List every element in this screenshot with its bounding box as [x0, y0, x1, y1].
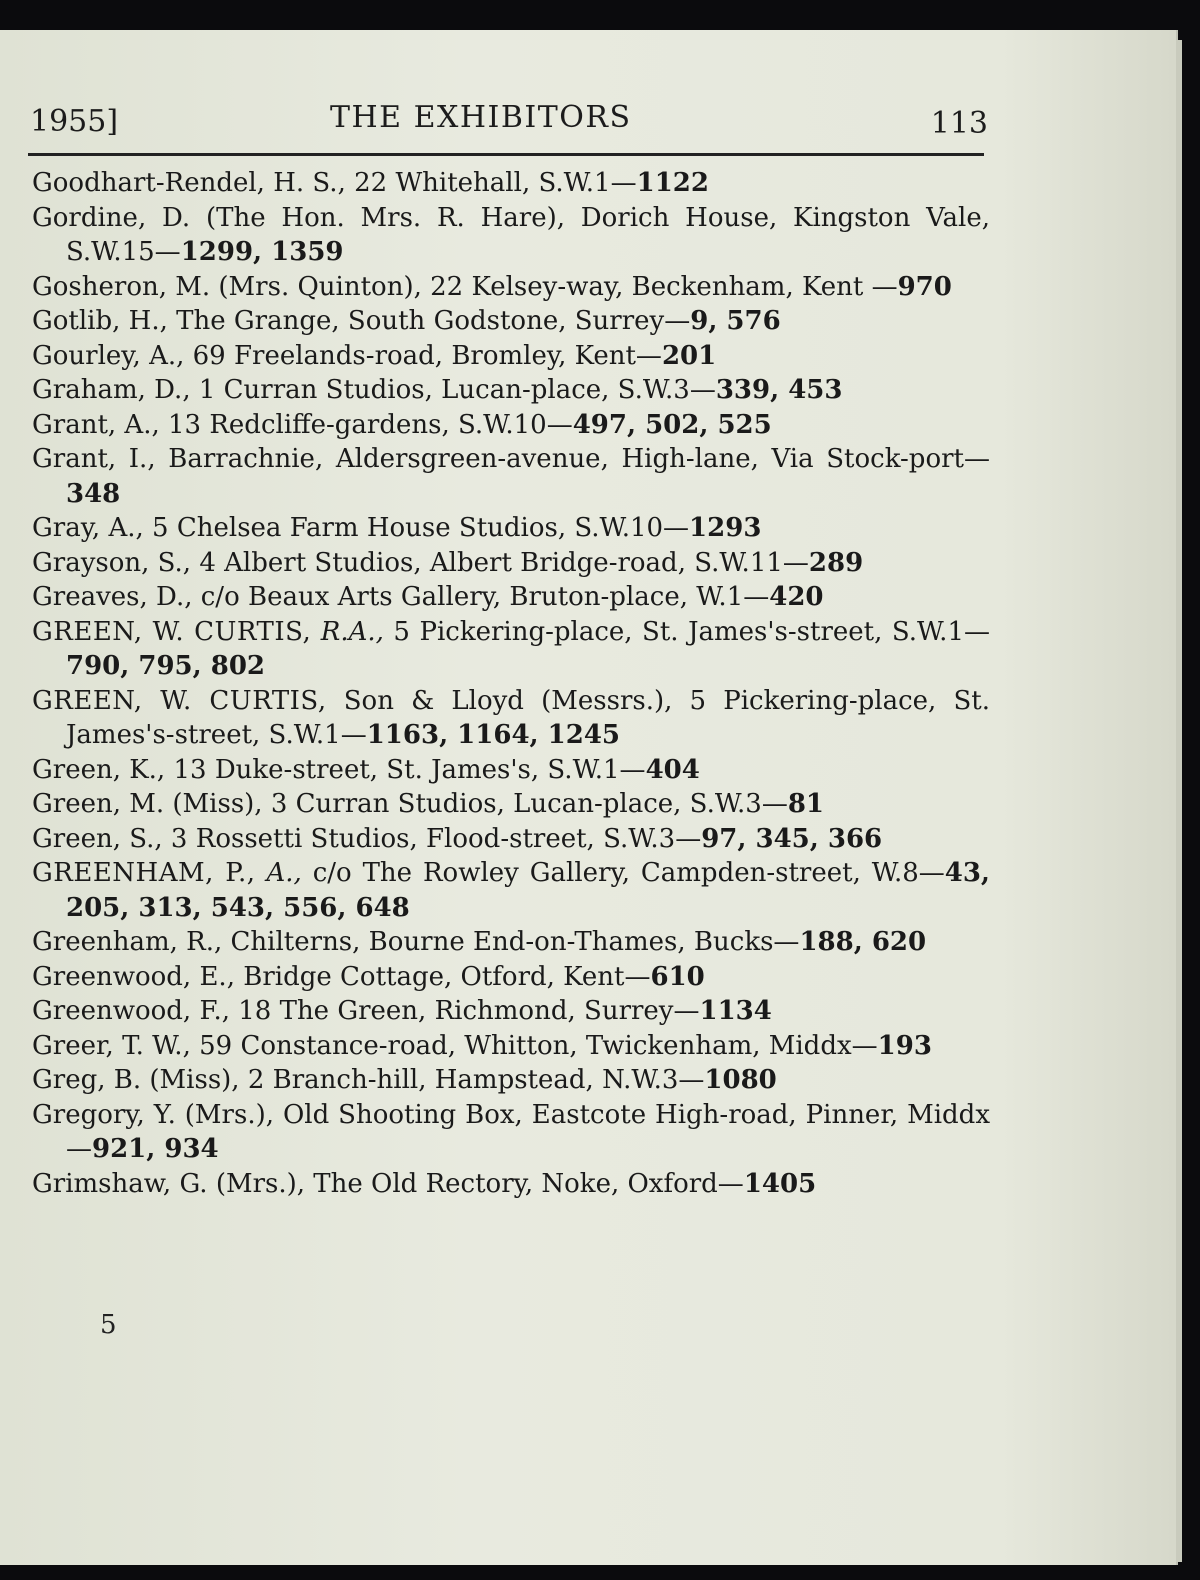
exhibit-numbers: 790, 795, 802: [66, 651, 266, 681]
exhibitor-dignity: A.,: [255, 858, 302, 888]
exhibitor-address: 18 The Green, Richmond, Surrey—: [229, 996, 700, 1026]
exhibit-numbers: 81: [787, 789, 825, 819]
exhibitor-entry: [32, 856, 990, 925]
exhibitor-address: 13 Duke-street, St. James's, S.W.1—: [165, 754, 646, 785]
exhibitor-entry: [32, 960, 990, 995]
exhibit-numbers: 497, 502, 525: [572, 409, 772, 440]
exhibitor-entry: [32, 166, 990, 201]
exhibitor-entry: [32, 408, 990, 443]
exhibit-numbers: 201: [661, 340, 717, 371]
running-head-year: 1955]: [30, 104, 119, 139]
exhibitor-address: 5 Chelsea Farm House Studios, S.W.10—: [143, 513, 690, 543]
exhibitor-name: GREEN, W. CURTIS,: [32, 685, 327, 716]
exhibitor-address: Dorich House, Kingston Vale, S.W.15—: [66, 202, 990, 267]
page-edge: [1176, 40, 1182, 1562]
page-number: 113: [930, 106, 988, 141]
exhibitor-name: Gourley, A.,: [32, 340, 185, 371]
exhibit-numbers: 1134: [699, 996, 772, 1026]
exhibitor-entry: [32, 1029, 990, 1064]
exhibitor-entry: [32, 787, 990, 822]
exhibit-numbers: 1080: [704, 1065, 777, 1095]
exhibitor-address: The Old Rectory, Noke, Oxford—: [305, 1168, 744, 1199]
exhibit-numbers: 1299, 1359: [180, 237, 344, 267]
exhibitor-name: Green, M. (Miss),: [32, 789, 263, 819]
exhibitor-name: Grant, A.,: [32, 409, 160, 440]
exhibit-numbers: 1293: [689, 513, 762, 543]
exhibitor-name: Greaves, D.,: [32, 582, 193, 612]
exhibit-numbers: 9, 576: [690, 306, 781, 336]
exhibitor-name: Graham, D.,: [32, 375, 191, 405]
exhibitor-address: 4 Albert Studios, Albert Bridge-road, S.W.11—: [191, 547, 809, 578]
exhibitor-address: 3 Rossetti Studios, Flood-street, S.W.3—: [162, 823, 702, 854]
exhibitor-name: Gregory, Y. (Mrs.),: [32, 1099, 274, 1130]
exhibitor-entry: [32, 339, 990, 374]
exhibitor-name: GREEN, W. CURTIS,: [32, 616, 312, 647]
exhibitor-entry: [32, 1063, 990, 1098]
exhibit-numbers: 289: [808, 547, 864, 578]
exhibitor-entry: [32, 925, 990, 960]
exhibitor-address: 13 Redcliffe-gardens, S.W.10—: [159, 409, 573, 440]
exhibitor-name: Green, K.,: [32, 754, 166, 785]
exhibitor-entry: [32, 270, 990, 305]
exhibit-numbers: 970: [897, 271, 952, 302]
exhibitor-entry: [32, 822, 990, 857]
exhibitor-entry: [32, 373, 990, 408]
exhibitor-entry: [32, 201, 990, 270]
exhibitor-entry: [32, 1098, 990, 1167]
exhibit-numbers: 1163, 1164, 1245: [366, 720, 620, 750]
exhibitor-list: [32, 166, 990, 1201]
exhibitor-address: 5 Pickering-place, St. James's-street, S.W.1—: [383, 616, 990, 647]
exhibitor-name: Gray, A.,: [32, 513, 144, 543]
exhibitor-dignity: R.A.,: [311, 616, 384, 647]
exhibit-numbers: 188, 620: [799, 927, 927, 957]
exhibitor-entry: [32, 546, 990, 581]
exhibit-numbers: 404: [645, 754, 700, 785]
exhibitor-entry: [32, 442, 990, 511]
exhibitor-name: GREENHAM, P.,: [32, 858, 256, 888]
exhibitor-address: Son & Lloyd (Messrs.), 5 Pickering-place, St. James's-street, S.W.1—: [66, 685, 990, 750]
exhibitor-name: Greenwood, F.,: [32, 996, 230, 1026]
exhibitor-address: Chilterns, Bourne End-on-Thames, Bucks—: [222, 927, 800, 957]
exhibit-numbers: 610: [650, 961, 705, 992]
exhibitor-name: Gordine, D. (The Hon. Mrs. R. Hare),: [32, 202, 566, 233]
running-head-title: THE EXHIBITORS: [330, 100, 632, 135]
exhibit-numbers: 193: [877, 1030, 932, 1061]
exhibitor-name: Goodhart-Rendel, H. S.,: [32, 168, 346, 198]
exhibitor-address: Bridge Cottage, Otford, Kent—: [234, 961, 651, 992]
exhibitor-name: Grimshaw, G. (Mrs.),: [32, 1168, 306, 1199]
exhibitor-address: 59 Constance-road, Whitton, Twickenham, Middx—: [190, 1030, 878, 1061]
exhibitor-entry: [32, 1167, 990, 1202]
exhibitor-entry: [32, 580, 990, 615]
exhibitor-name: Greg, B. (Miss),: [32, 1065, 240, 1095]
exhibitor-address: 69 Freelands-road, Bromley, Kent—: [184, 340, 662, 371]
exhibitor-name: Greer, T. W.,: [32, 1030, 191, 1061]
exhibitor-entry: [32, 304, 990, 339]
exhibitor-entry: [32, 615, 990, 684]
signature-mark: 5: [100, 1310, 117, 1340]
exhibitor-name: Green, S.,: [32, 823, 163, 854]
exhibitor-name: Greenwood, E.,: [32, 961, 235, 992]
exhibitor-entry: [32, 994, 990, 1029]
exhibitor-entry: [32, 684, 990, 753]
header-rule: [28, 153, 984, 156]
exhibit-numbers: 43, 205, 313, 543, 556, 648: [66, 858, 990, 923]
exhibitor-address: Old Shooting Box, Eastcote High-road, Pinner, Middx—: [66, 1099, 990, 1164]
exhibitor-address: c/o Beaux Arts Gallery, Bruton-place, W.1—: [192, 582, 770, 612]
exhibit-numbers: 420: [769, 582, 824, 612]
exhibitor-entry: [32, 511, 990, 546]
running-head: [30, 100, 988, 140]
exhibit-numbers: 339, 453: [715, 375, 843, 405]
exhibitor-address: 22 Kelsey-way, Beckenham, Kent —: [421, 271, 898, 302]
exhibitor-address: Barrachnie, Aldersgreen-avenue, High-lane, Via Stock-port—: [155, 444, 990, 474]
exhibit-numbers: 1405: [743, 1168, 817, 1199]
exhibit-numbers: 1122: [636, 168, 709, 198]
exhibitor-name: Gosheron, M. (Mrs. Quinton),: [32, 271, 422, 302]
exhibit-numbers: 97, 345, 366: [701, 823, 883, 854]
exhibitor-name: Gotlib, H.,: [32, 306, 168, 336]
exhibitor-entry: [32, 753, 990, 788]
exhibit-numbers: 921, 934: [92, 1134, 219, 1164]
exhibitor-address: 1 Curran Studios, Lucan-place, S.W.3—: [190, 375, 716, 405]
exhibitor-address: 22 Whitehall, S.W.1—: [345, 168, 637, 198]
exhibitor-address: 2 Branch-hill, Hampstead, N.W.3—: [239, 1065, 705, 1095]
exhibitor-address: 3 Curran Studios, Lucan-place, S.W.3—: [262, 789, 788, 819]
exhibitor-address: c/o The Rowley Gallery, Campden-street, W.8—: [301, 858, 945, 888]
exhibitor-name: Greenham, R.,: [32, 927, 223, 957]
exhibitor-name: Grant, I.,: [32, 444, 156, 474]
exhibitor-name: Grayson, S.,: [32, 547, 192, 578]
exhibitor-address: The Grange, South Godstone, Surrey—: [167, 306, 691, 336]
exhibit-numbers: 348: [66, 478, 121, 509]
